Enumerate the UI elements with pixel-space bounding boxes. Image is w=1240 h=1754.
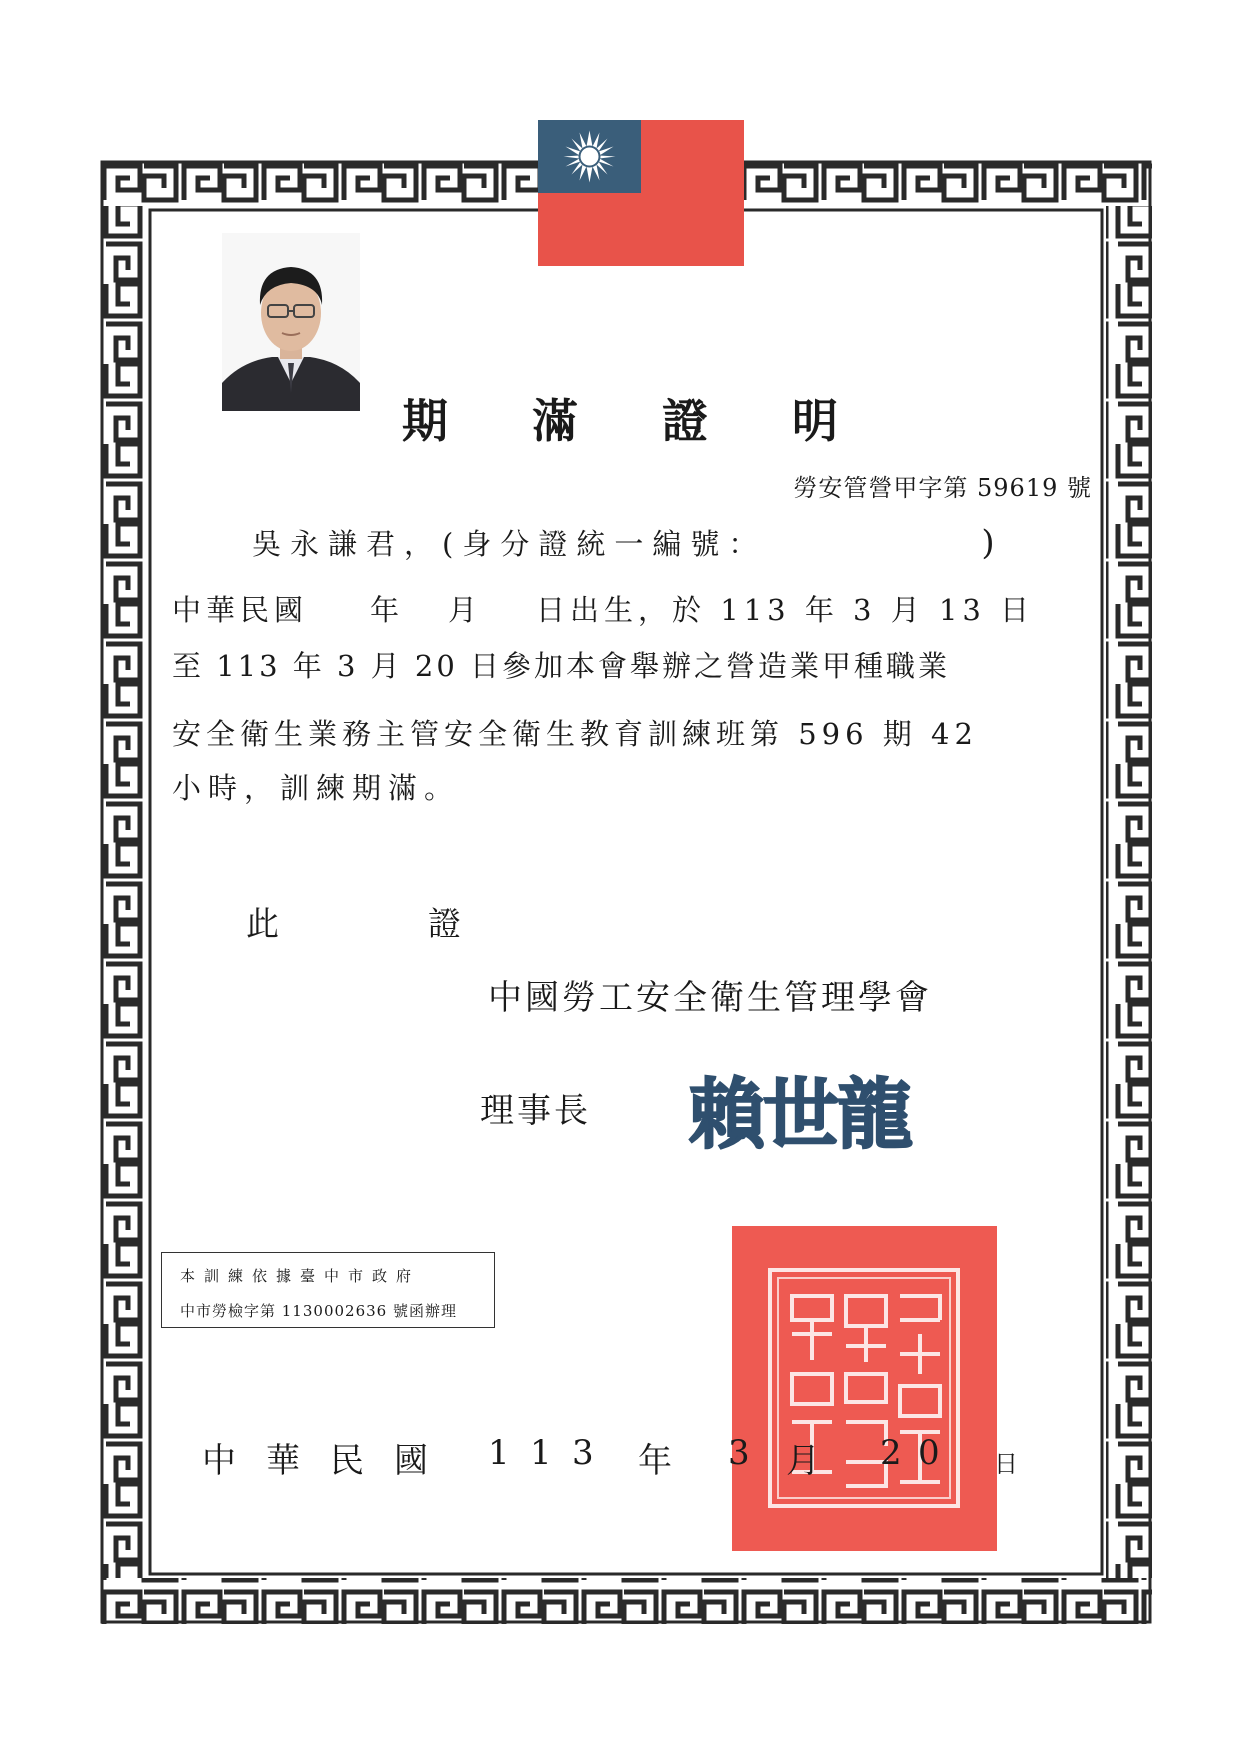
- reference-line-2: 中市勞檢字第 1130002636 號函辦理: [180, 1302, 457, 1320]
- issue-date-year-unit: 年: [638, 1441, 672, 1481]
- year-unit: 年: [370, 593, 405, 627]
- body-line-3: 至 113 年 3 月 20 日參加本會舉辦之營造業甲種職業: [172, 649, 951, 683]
- issue-date-day-digit-1: 2: [880, 1433, 902, 1473]
- reference-line-1: 本訓練依據臺中市政府: [180, 1267, 421, 1285]
- birth-month-redacted: [404, 597, 448, 627]
- issue-date-month-unit: 月: [786, 1441, 820, 1481]
- issue-date-era-1: 中: [202, 1441, 236, 1481]
- body-line-name: [252, 522, 995, 563]
- reference-note-box: [161, 1252, 495, 1328]
- national-flag: [538, 120, 744, 266]
- body-line-birth: [172, 588, 1034, 629]
- president-label: 理事長: [480, 1091, 591, 1131]
- official-seal: [732, 1226, 997, 1551]
- president-signature: [676, 1055, 924, 1167]
- body-line-5: 小時，訓練期滿。: [172, 771, 461, 805]
- id-close-paren: ): [981, 523, 995, 563]
- recipient-name: 吳永謙君，(身分證統一編號：: [252, 527, 767, 561]
- issue-date-era-3: 民: [330, 1441, 364, 1481]
- id-number-redacted: [766, 531, 981, 561]
- organization-name: 中國勞工安全衛生管理學會: [488, 978, 932, 1018]
- issue-date-era-2: 華: [266, 1441, 300, 1481]
- birth-day-text: 日出生，於 113 年 3 月 13 日: [536, 593, 1035, 627]
- era-prefix: 中華民國: [172, 593, 309, 627]
- issue-date-era-4: 國: [394, 1441, 428, 1481]
- certificate-title: 期 滿 證 明: [401, 394, 873, 448]
- issue-date-day-digit-2: 0: [918, 1433, 940, 1473]
- birth-year-redacted: [308, 597, 370, 627]
- attestation-left: 此: [246, 904, 279, 943]
- month-unit: 月: [448, 593, 483, 627]
- attestation-right: 證: [428, 904, 461, 943]
- issue-date-year-digit-3: 3: [572, 1433, 594, 1473]
- issue-date-year-digit-1: 1: [488, 1433, 510, 1473]
- issue-date-year-digit-2: 1: [530, 1433, 552, 1473]
- birth-day-redacted: [482, 597, 536, 627]
- issue-date-day-unit: 日: [994, 1450, 1018, 1478]
- certificate-number: 勞安管營甲字第 59619 號: [793, 474, 1092, 502]
- body-line-4: 安全衛生業務主管安全衛生教育訓練班第 596 期 42: [172, 717, 978, 751]
- issue-date-month: 3: [728, 1433, 750, 1473]
- svg-text:賴世龍: 賴世龍: [689, 1070, 911, 1159]
